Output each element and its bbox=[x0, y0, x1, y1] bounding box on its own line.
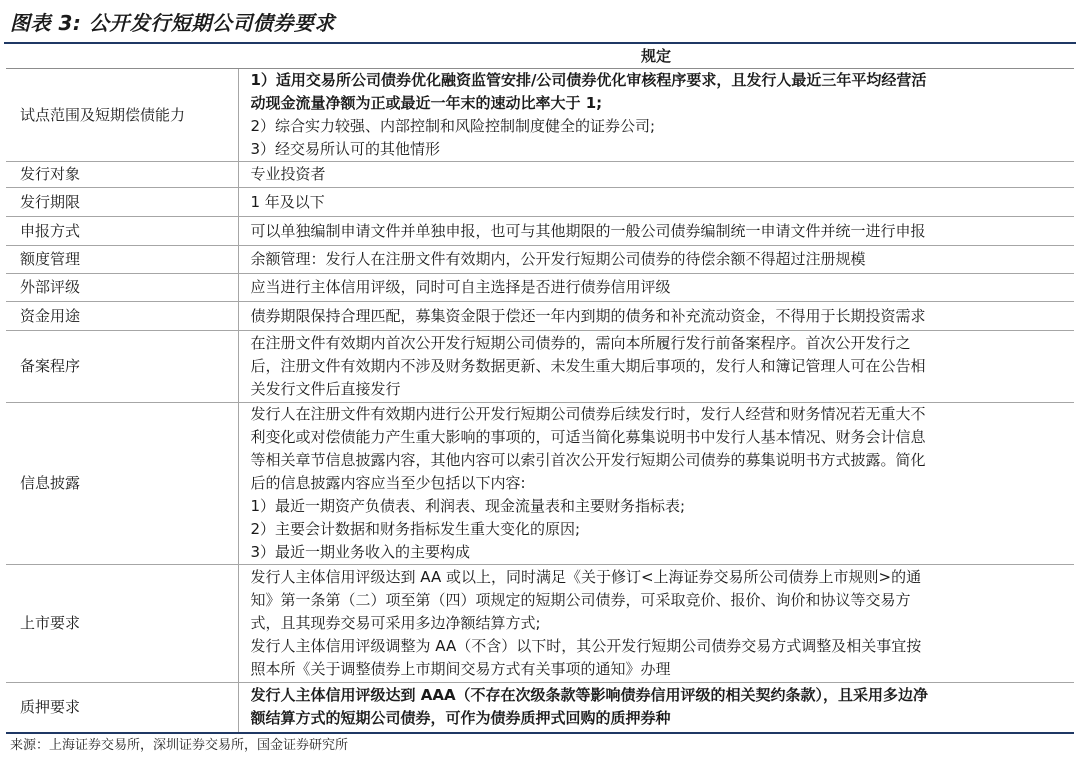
table-row bbox=[6, 403, 1074, 565]
row-label: 额度管理 bbox=[6, 246, 238, 274]
table-row bbox=[6, 162, 1074, 188]
row-label: 上市要求 bbox=[6, 565, 238, 683]
value-line: 3）经交易所认可的其他情形 bbox=[250, 140, 441, 158]
requirements-table bbox=[6, 44, 1074, 734]
value-line: 关发行文件后直接发行 bbox=[250, 380, 401, 398]
row-label: 外部评级 bbox=[6, 274, 238, 302]
row-label: 备案程序 bbox=[6, 331, 238, 403]
value-line: 式，且其现券交易可采用多边净额结算方式; bbox=[250, 614, 541, 632]
value-line: 发行人主体信用评级调整为 AA（不含）以下时，其公开发行短期公司债券交易方式调整及相关事宜按 bbox=[250, 637, 922, 655]
row-label: 申报方式 bbox=[6, 217, 238, 246]
row-value bbox=[238, 683, 1074, 733]
table-row bbox=[6, 683, 1074, 733]
row-value bbox=[238, 162, 1074, 188]
row-label: 信息披露 bbox=[6, 403, 238, 565]
value-line: 3）最近一期业务收入的主要构成 bbox=[250, 543, 471, 561]
value-line: 1）适用交易所公司债券优化融资监管安排/公司债券优化审核程序要求，且发行人最近三年平均经营活 bbox=[250, 71, 927, 89]
value-line: 可以单独编制申请文件并单独申报，也可与其他期限的一般公司债券编制统一申请文件并统一进行申报 bbox=[250, 221, 926, 240]
value-line: 1）最近一期资产负债表、利润表、现金流量表和主要财务指标表; bbox=[250, 497, 686, 515]
row-value bbox=[238, 274, 1074, 302]
value-line: 利变化或对偿债能力产生重大影响的事项的，可适当简化募集说明书中发行人基本情况、财务会计信息 bbox=[250, 428, 926, 446]
source-note: 来源：上海证券交易所，深圳证券交易所，国金证券研究所 bbox=[10, 738, 349, 753]
row-value bbox=[238, 403, 1074, 565]
value-line: 后的信息披露内容应当至少包括以下内容: bbox=[250, 474, 526, 492]
value-line: 等相关章节信息披露内容，其他内容可以索引首次公开发行短期公司债券的募集说明书方式披露。简化 bbox=[250, 451, 926, 469]
table-row bbox=[6, 302, 1074, 331]
value-line: 2）综合实力较强、内部控制和风险控制制度健全的证券公司; bbox=[250, 117, 656, 135]
value-line: 额结算方式的短期公司债券，可作为债券质押式回购的质押券种 bbox=[250, 709, 671, 728]
value-line: 在注册文件有效期内首次公开发行短期公司债券的，需向本所履行发行前备案程序。首次公开发行之 bbox=[250, 334, 911, 352]
row-value bbox=[238, 246, 1074, 274]
value-line: 发行人主体信用评级达到 AA 或以上，同时满足《关于修订<上海证券交易所公司债券上市规则>的通 bbox=[250, 568, 922, 586]
table-row bbox=[6, 188, 1074, 217]
row-label: 发行对象 bbox=[6, 162, 238, 188]
table-row bbox=[6, 217, 1074, 246]
value-line: 专业投资者 bbox=[250, 165, 326, 183]
table-row bbox=[6, 565, 1074, 683]
row-label: 资金用途 bbox=[6, 302, 238, 331]
table-row bbox=[6, 331, 1074, 403]
value-line: 2）主要会计数据和财务指标发生重大变化的原因; bbox=[250, 520, 581, 538]
value-line: 1 年及以下 bbox=[250, 192, 325, 211]
value-line: 应当进行主体信用评级，同时可自主选择是否进行债券信用评级 bbox=[250, 278, 671, 296]
header-blank-cell bbox=[6, 44, 238, 69]
value-line: 后，注册文件有效期内不涉及财务数据更新、未发生重大期后事项的，发行人和簿记管理人可在公告相 bbox=[250, 357, 926, 375]
value-line: 发行人在注册文件有效期内进行公开发行短期公司债券后续发行时，发行人经营和财务情况若无重大不 bbox=[250, 405, 926, 423]
figure-title: 图表 3: 公开发行短期公司债券要求 bbox=[10, 11, 335, 35]
row-value bbox=[238, 69, 1074, 162]
row-value bbox=[238, 565, 1074, 683]
value-line: 债券期限保持合理匹配，募集资金限于偿还一年内到期的债务和补充流动资金，不得用于长期投资需求 bbox=[250, 306, 926, 325]
table-header-row bbox=[6, 44, 1074, 69]
table-row bbox=[6, 246, 1074, 274]
header-rule-cell: 规定 bbox=[238, 44, 1074, 69]
row-value bbox=[238, 302, 1074, 331]
value-line: 动现金流量净额为正或最近一年末的速动比率大于 1; bbox=[250, 94, 603, 112]
row-value bbox=[238, 331, 1074, 403]
row-label: 质押要求 bbox=[6, 683, 238, 733]
value-line: 余额管理：发行人在注册文件有效期内，公开发行短期公司债券的待偿余额不得超过注册规模 bbox=[250, 250, 866, 268]
table-row bbox=[6, 69, 1074, 162]
table-row bbox=[6, 274, 1074, 302]
row-label: 试点范围及短期偿债能力 bbox=[6, 69, 238, 162]
value-line: 知》第一条第（二）项至第（四）项规定的短期公司债券，可采取竞价、报价、询价和协议等交易方 bbox=[250, 591, 911, 609]
value-line: 发行人主体信用评级达到 AAA（不存在次级条款等影响债券信用评级的相关契约条款），且采用多边净 bbox=[250, 686, 929, 705]
row-value bbox=[238, 188, 1074, 217]
row-label: 发行期限 bbox=[6, 188, 238, 217]
row-value bbox=[238, 217, 1074, 246]
value-line: 照本所《关于调整债券上市期间交易方式有关事项的通知》办理 bbox=[250, 660, 671, 678]
